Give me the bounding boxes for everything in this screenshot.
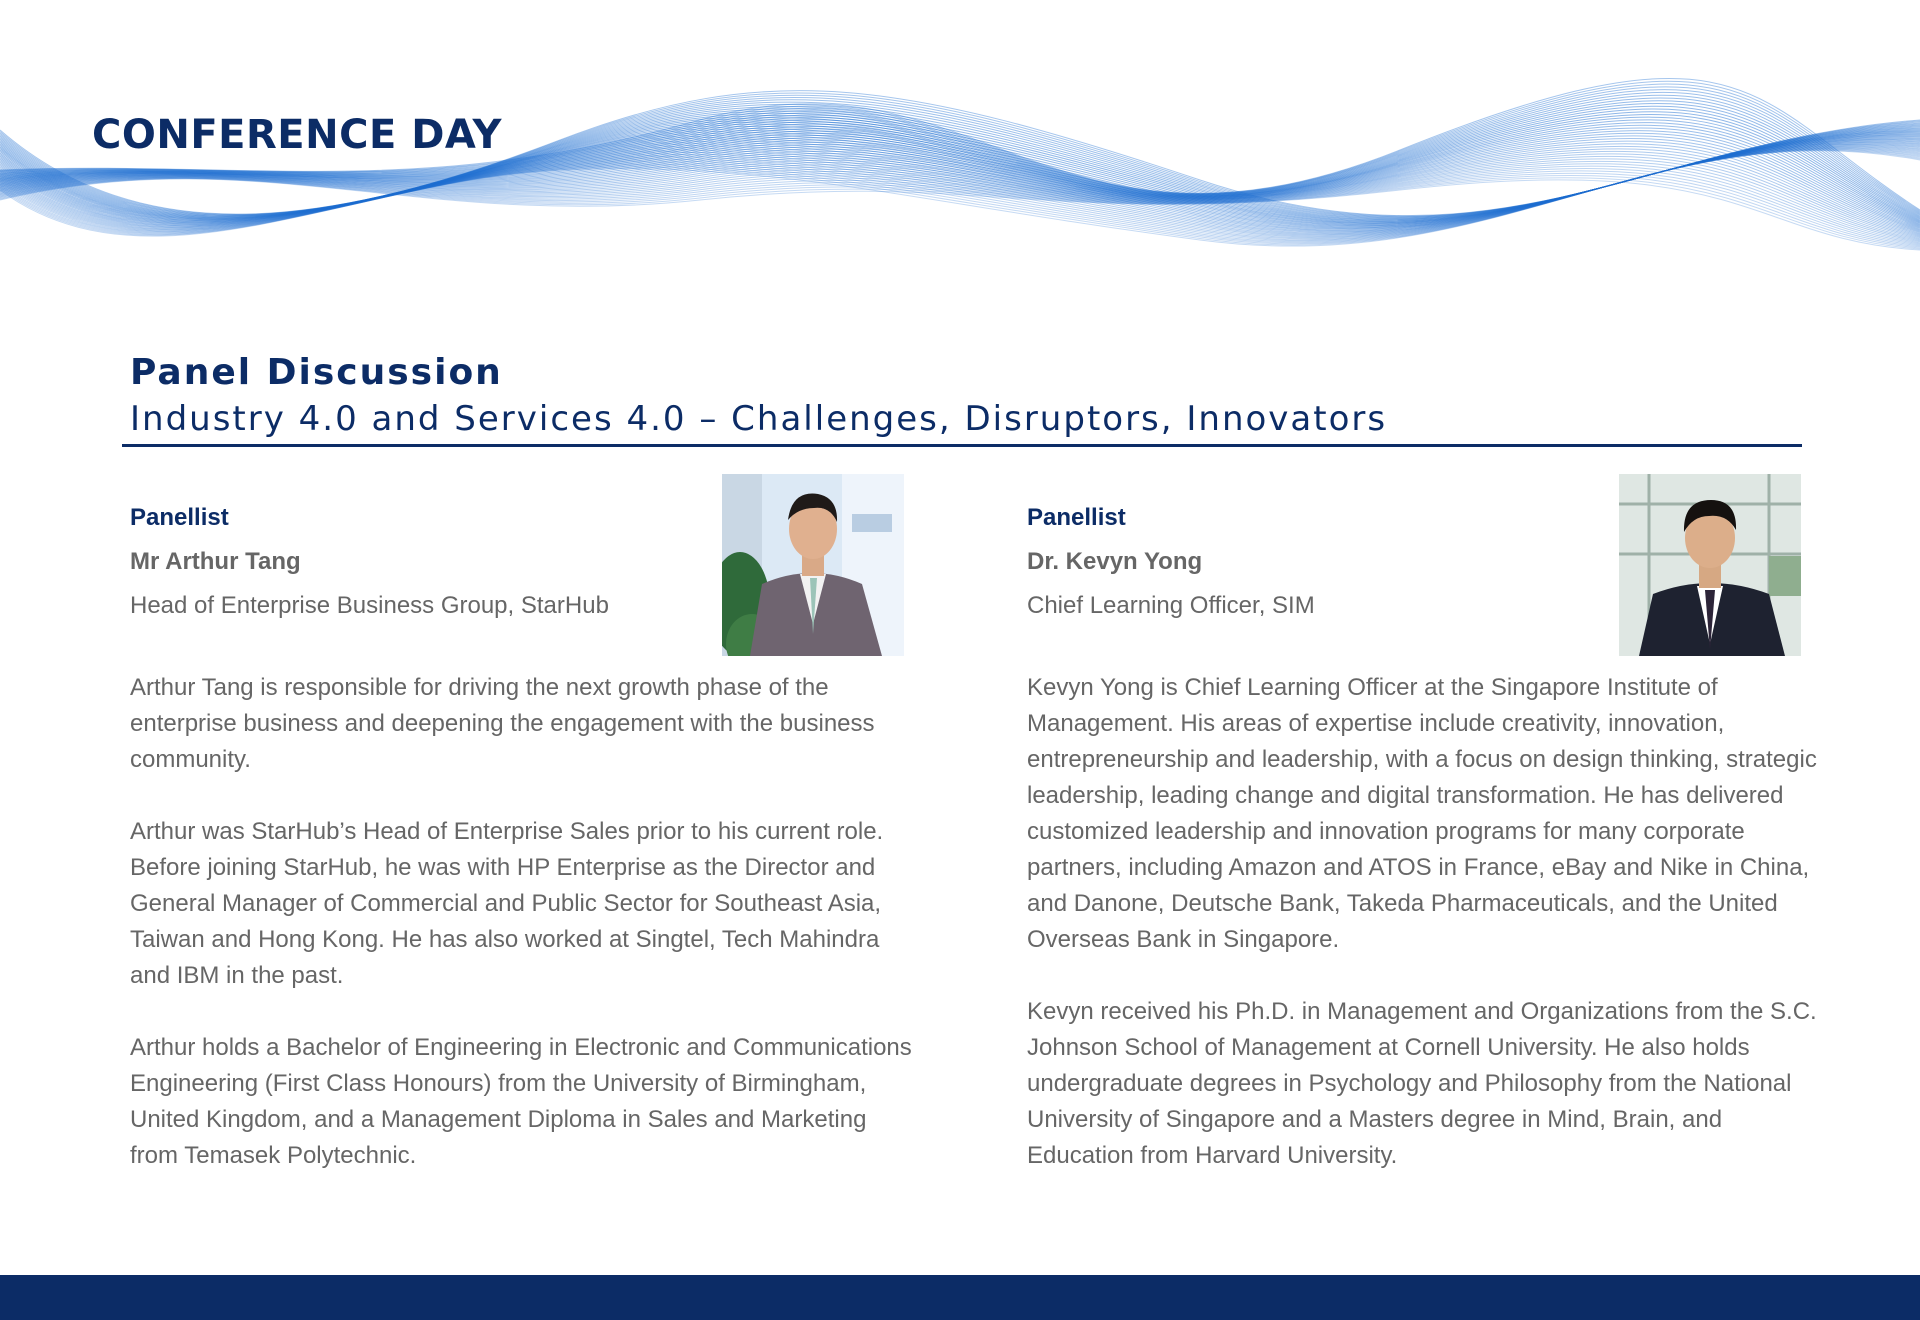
bio-paragraph: Arthur holds a Bachelor of Engineering in Electronic and Communications Engineering (First Class Honours) from the University of Birmingham, United Kingdom, and a Management Diploma in Sales and Marketing from Temasek Polytechnic. [130,1034,912,1169]
panellist-bio [130,670,920,1210]
panellist-role: Head of Enterprise Business Group, StarHub [130,592,609,619]
conference-day-title: CONFERENCE DAY [92,112,502,158]
panellist-photo-kevyn-yong [1619,474,1801,656]
bio-paragraph: Kevyn Yong is Chief Learning Officer at the Singapore Institute of Management. His areas of expertise include creativity, innovation, entrepreneurship and leadership, with a focus on design thinking, strategic leadership, leading change and digital transformation. He has delivered customized leadership and innovation programs for many corporate partners, including Amazon and ATOS in France, eBay and Nike in China, and Danone, Deutsche Bank, Takeda Pharmaceuticals, and the United Overseas Bank in Singapore. [1027,674,1817,953]
heading-divider [122,444,1802,447]
decorative-wave-banner [0,60,1920,380]
bio-paragraph: Arthur was StarHub’s Head of Enterprise Sales prior to his current role. Before joining StarHub, he was with HP Enterprise as the Director and General Manager of Commercial and Public Sector for Southeast Asia, Taiwan and Hong Kong. He has also worked at Singtel, Tech Mahindra and IBM in the past. [130,818,884,989]
panellist-bio [1027,670,1817,1210]
panellist-role: Chief Learning Officer, SIM [1027,592,1315,619]
session-heading [130,350,1810,442]
panellist-label: Panellist [1027,504,1126,531]
bio-paragraph: Arthur Tang is responsible for driving the next growth phase of the enterprise business and deepening the engagement with the business community. [130,674,875,773]
panellist-name: Dr. Kevyn Yong [1027,548,1203,575]
bio-paragraph: Kevyn received his Ph.D. in Management and Organizations from the S.C. Johnson School of Management at Cornell University. He also holds undergraduate degrees in Psychology and Philosophy from the National University of Singapore and a Masters degree in Mind, Brain, and Education from Harvard University. [1027,998,1817,1169]
panel-subtitle: Industry 4.0 and Services 4.0 – Challenges, Disruptors, Innovators [130,399,1388,439]
footer-bar [0,1275,1920,1320]
panel-title: Panel Discussion [130,352,503,393]
panellist-photo-arthur-tang [722,474,904,656]
panellist-name: Mr Arthur Tang [130,548,301,575]
panellist-label: Panellist [130,504,229,531]
